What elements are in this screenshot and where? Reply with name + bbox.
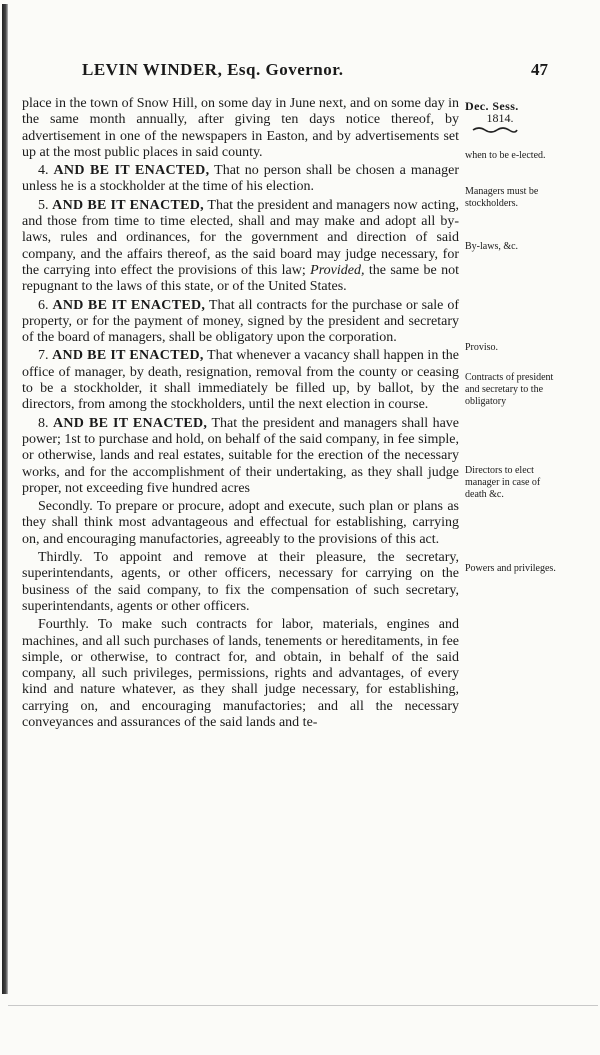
section-text: That the president and managers shall have power; 1st to purchase and hold, on behalf of the said company, in fee simple, or otherwise, lands and real estates, suitable for the erection of the necessary works, and for the accomplishment of their undertaking, as they shall judge proper, not exceeding five hundred acres: [22, 415, 460, 496]
section-7: [22, 348, 459, 413]
section-number: 5.: [38, 197, 49, 213]
section-number: 6.: [38, 297, 49, 313]
margin-note-election: when to be e-lected.: [465, 150, 546, 161]
paragraph-continuation: place in the town of Snow Hill, on some day in June next, and on some day in the same month annually, after giving ten days notice thereof, by advertisement in one of the newspapers in Easton, and by advertisements set up at the most public places in said county.: [22, 96, 459, 160]
enacting-clause: AND BE IT ENACTED,: [52, 348, 204, 364]
session-label: Dec. Sess.: [465, 99, 519, 113]
session-date: [465, 100, 557, 134]
enacting-clause: AND BE IT ENACTED,: [53, 163, 210, 179]
page-bottom-rule: [8, 1005, 598, 1006]
proviso-word: Provided,: [310, 262, 365, 278]
section-5: [22, 198, 459, 296]
section-text: That all contracts for the purchase or sale of property, or for the payment of money, signed by the president and secretary of the board of managers, shall be obligatory upon the corporation.: [22, 297, 459, 346]
section-number: 7.: [38, 348, 49, 364]
margin-note-bylaws: By-laws, &c.: [465, 241, 519, 252]
page-header: [82, 60, 562, 84]
power-secondly: Secondly. To prepare or procure, adopt and execute, such plan or plans as they shall think most advantageous and effectual for establishing, carrying on, and encouraging manufactories, agreeably to the provisions of this act.: [22, 499, 459, 547]
running-head: LEVIN WINDER, Esq. Governor.: [82, 60, 344, 79]
enacting-clause: AND BE IT ENACTED,: [52, 297, 206, 313]
power-fourthly: Fourthly. To make such contracts for labor, materials, engines and machines, and all such purchases of lands, tenements or hereditaments, in fee simple, or otherwise, to contract for, and obtain, in behalf of the said company, all such privileges, permissions, rights and advantages, of every kind and nature whatever, as they shall judge necessary, for establishing, carrying on, and encouraging manufactories; and all the necessary conveyances and assurances of the said lands and te-: [22, 617, 459, 730]
power-thirdly: Thirdly. To appoint and remove at their pleasure, the secretary, superintendants, agents, or other officers, necessary for carrying on the business of the said company, to fix the compensation of such secretary, superintendants, agents or other officers.: [22, 550, 459, 614]
margin-note-directors: Directors to elect manager in case of death &c.: [465, 465, 541, 500]
section-text: That the president and managers now acting, and those from time to time elected, shall and may make and adopt all by-laws, rules and ordinances, for the government and direction of said company, and the affairs thereof, as the said board may judge necessary, for the carrying into effect the provisions of this law;: [22, 197, 460, 278]
section-text: That no person shall be chosen a manager unless he is a stockholder at the time of his election.: [22, 163, 460, 195]
session-year: 1814.: [486, 111, 514, 125]
margin-note-stockholders: Managers must be stockholders.: [465, 186, 539, 209]
section-text: That whenever a vacancy shall happen in the office of manager, by death, resignation, removal from the county or ceasing to be a stockholder, it shall immediately be filled up, by ballot, by the directors, from among the stockholders, until the next election in course.: [22, 348, 459, 413]
section-6: [22, 298, 459, 347]
page-binding-edge: [2, 4, 8, 994]
margin-note-contracts: Contracts of president and secretary to the obligatory: [465, 372, 554, 407]
section-4: [22, 163, 459, 196]
enacting-clause: AND BE IT ENACTED,: [52, 197, 204, 213]
enacting-clause: AND BE IT ENACTED,: [52, 415, 208, 431]
main-text-column: [22, 96, 459, 733]
margin-note-proviso: Proviso.: [465, 342, 499, 353]
page-number: 47: [531, 60, 548, 79]
section-number: 4.: [38, 163, 49, 179]
ornament-squiggle-icon: [471, 126, 519, 134]
section-number: 8.: [38, 415, 49, 431]
margin-note-powers: Powers and privileges.: [465, 563, 556, 574]
section-text-cont: the same be not repugnant to the laws of this state, or of the United States.: [22, 262, 460, 295]
section-8: [22, 416, 459, 497]
